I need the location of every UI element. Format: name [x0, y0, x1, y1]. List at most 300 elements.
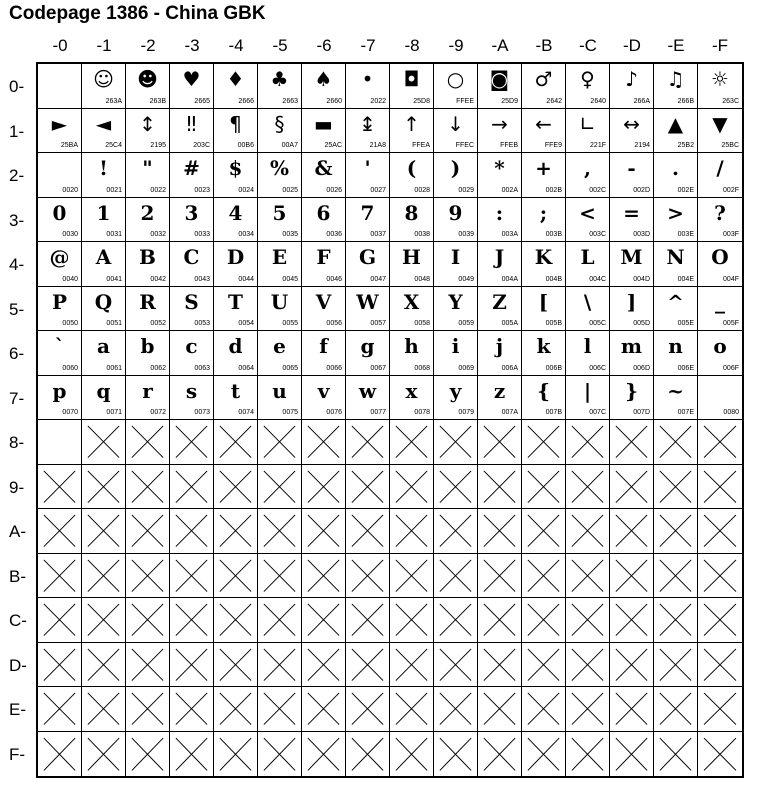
unicode-code: 0032: [150, 231, 166, 238]
unicode-code: 00B6: [237, 142, 254, 149]
unicode-code: 0039: [458, 231, 474, 238]
char-glyph: ☺: [93, 67, 114, 91]
char-cell: [302, 198, 346, 243]
char-glyph: j: [495, 334, 504, 358]
undefined-cell: [346, 554, 390, 599]
char-cell: [478, 64, 522, 109]
unicode-code: FFEA: [412, 142, 430, 149]
undefined-x-mark: [478, 598, 521, 642]
char-glyph: E: [271, 245, 288, 269]
char-cell: [38, 109, 82, 154]
char-glyph: m: [620, 334, 643, 358]
undefined-x-mark: [170, 420, 213, 464]
undefined-cell: [214, 687, 258, 732]
undefined-cell: [566, 554, 610, 599]
char-glyph: ?: [714, 200, 726, 225]
unicode-code: 002B: [545, 186, 562, 194]
char-cell: [258, 376, 302, 421]
column-header: -B: [535, 36, 553, 55]
char-glyph: ]: [626, 289, 637, 314]
char-cell: [566, 109, 610, 154]
undefined-cell: [654, 509, 698, 554]
undefined-x-mark: [654, 420, 697, 464]
unicode-code: 0063: [194, 364, 210, 372]
char-glyph: l: [583, 334, 592, 358]
char-cell: [170, 331, 214, 376]
unicode-code: 0042: [150, 275, 166, 283]
unicode-code: 006C: [589, 364, 606, 372]
undefined-x-mark: [170, 732, 213, 777]
undefined-cell: [38, 554, 82, 599]
unicode-code: 263A: [105, 97, 122, 105]
undefined-x-mark: [126, 420, 169, 464]
undefined-cell: [698, 420, 742, 465]
row-header: 5-: [9, 299, 25, 319]
undefined-cell: [82, 465, 126, 510]
undefined-x-mark: [38, 509, 81, 553]
undefined-cell: [698, 554, 742, 599]
unicode-code: 0028: [414, 186, 430, 194]
char-cell: [170, 64, 214, 109]
char-glyph: B: [139, 245, 156, 269]
char-glyph: n: [668, 334, 683, 358]
undefined-cell: [346, 687, 390, 732]
undefined-cell: [346, 598, 390, 643]
undefined-cell: [654, 687, 698, 732]
undefined-cell: [170, 598, 214, 643]
undefined-cell: [82, 554, 126, 599]
char-cell: [38, 376, 82, 421]
unicode-code: 0049: [458, 275, 474, 283]
undefined-x-mark: [434, 643, 477, 687]
char-glyph: 5: [272, 200, 287, 225]
undefined-x-mark: [170, 598, 213, 642]
char-glyph: d: [228, 334, 243, 358]
undefined-x-mark: [214, 509, 257, 553]
unicode-code: 0025: [282, 186, 298, 194]
unicode-code: 0024: [238, 186, 254, 194]
char-glyph: ☼: [711, 67, 729, 91]
undefined-x-mark: [82, 643, 125, 687]
undefined-cell: [126, 643, 170, 688]
unicode-code: 006E: [677, 364, 694, 372]
unicode-code: 005A: [501, 320, 518, 327]
undefined-cell: [390, 554, 434, 599]
char-cell: [654, 198, 698, 243]
char-cell: [390, 331, 434, 376]
row-header: 2-: [9, 166, 25, 185]
undefined-cell: [434, 732, 478, 777]
undefined-cell: [82, 598, 126, 643]
char-cell: [126, 242, 170, 287]
unicode-code: 00A7: [281, 142, 298, 149]
char-glyph: ►: [51, 111, 68, 136]
unicode-code: 2665: [194, 97, 210, 105]
char-cell: [566, 153, 610, 198]
char-glyph: ○: [446, 67, 465, 91]
char-glyph: ▬: [314, 111, 333, 136]
char-glyph: a: [97, 334, 110, 358]
undefined-cell: [478, 732, 522, 777]
char-glyph: !: [99, 156, 108, 180]
char-cell: [346, 153, 390, 198]
undefined-x-mark: [434, 465, 477, 509]
unicode-code: 007A: [501, 409, 518, 416]
unicode-code: 2194: [634, 142, 650, 149]
row-header: 8-: [9, 433, 25, 452]
undefined-cell: [478, 598, 522, 643]
column-header: -5: [272, 36, 288, 55]
unicode-code: 0079: [458, 409, 474, 416]
unicode-code: 004E: [677, 275, 694, 283]
unicode-code: 0051: [106, 320, 122, 327]
char-cell: [346, 376, 390, 421]
char-glyph: i: [451, 334, 460, 358]
undefined-x-mark: [610, 598, 653, 642]
column-header: -C: [579, 36, 597, 55]
undefined-x-mark: [346, 643, 389, 687]
char-cell: [434, 64, 478, 109]
unicode-code: 2663: [282, 97, 298, 105]
undefined-cell: [390, 687, 434, 732]
undefined-cell: [522, 554, 566, 599]
row-header: 9-: [9, 477, 25, 497]
undefined-cell: [170, 420, 214, 465]
char-cell: [82, 198, 126, 243]
undefined-cell: [126, 509, 170, 554]
undefined-cell: [390, 420, 434, 465]
char-cell: [214, 64, 258, 109]
undefined-x-mark: [478, 643, 521, 687]
char-cell: [126, 331, 170, 376]
undefined-x-mark: [654, 598, 697, 642]
char-glyph: ♪: [625, 67, 638, 91]
unicode-code: 0040: [62, 275, 78, 283]
column-header: -4: [228, 36, 244, 55]
undefined-cell: [302, 598, 346, 643]
char-cell: [258, 287, 302, 332]
char-glyph: f: [319, 334, 328, 358]
unicode-code: 25D8: [413, 97, 430, 105]
undefined-cell: [346, 465, 390, 510]
undefined-cell: [698, 509, 742, 554]
unicode-code: 0046: [326, 275, 342, 283]
undefined-x-mark: [610, 687, 653, 731]
undefined-x-mark: [258, 687, 301, 731]
undefined-x-mark: [82, 509, 125, 553]
undefined-x-mark: [566, 465, 609, 509]
char-glyph: A: [95, 245, 112, 269]
char-cell: [170, 242, 214, 287]
undefined-cell: [214, 465, 258, 510]
char-glyph: ): [450, 156, 461, 180]
undefined-x-mark: [698, 687, 742, 731]
unicode-code: 0073: [194, 409, 210, 416]
undefined-cell: [170, 554, 214, 599]
char-glyph: V: [315, 289, 332, 314]
char-glyph: c: [185, 334, 198, 358]
undefined-cell: [258, 554, 302, 599]
char-glyph: ♥: [182, 67, 201, 91]
unicode-code: 0033: [194, 231, 210, 238]
undefined-cell: [170, 465, 214, 510]
undefined-cell: [698, 687, 742, 732]
char-glyph: L: [580, 245, 595, 269]
undefined-x-mark: [522, 554, 565, 598]
unicode-code: 0031: [106, 231, 122, 238]
undefined-x-mark: [126, 598, 169, 642]
char-glyph: ←: [535, 111, 552, 136]
unicode-code: 0064: [238, 364, 254, 372]
undefined-x-mark: [522, 509, 565, 553]
undefined-cell: [610, 732, 654, 777]
codepage-grid: [36, 62, 744, 778]
undefined-cell: [610, 420, 654, 465]
char-glyph: ¶: [229, 111, 242, 136]
char-glyph: ♀: [580, 67, 595, 91]
undefined-cell: [346, 509, 390, 554]
char-cell: [82, 331, 126, 376]
unicode-code: 0078: [414, 409, 430, 416]
char-cell: [434, 109, 478, 154]
char-cell: [654, 331, 698, 376]
unicode-code: 006F: [723, 364, 739, 372]
undefined-x-mark: [522, 643, 565, 687]
char-glyph: M: [620, 245, 643, 269]
char-cell: [478, 153, 522, 198]
undefined-x-mark: [478, 509, 521, 553]
undefined-x-mark: [346, 687, 389, 731]
unicode-code: 004F: [723, 275, 739, 283]
unicode-code: 0076: [326, 409, 342, 416]
row-header: 6-: [9, 344, 25, 363]
char-glyph: 6: [316, 200, 331, 225]
undefined-x-mark: [346, 598, 389, 642]
undefined-cell: [258, 465, 302, 510]
undefined-x-mark: [478, 554, 521, 598]
char-glyph: Z: [492, 289, 507, 314]
undefined-cell: [698, 732, 742, 777]
char-glyph: ↑: [403, 111, 420, 136]
undefined-x-mark: [434, 420, 477, 464]
row-header: E-: [9, 700, 26, 719]
char-glyph: 8: [404, 200, 419, 225]
undefined-x-mark: [522, 732, 565, 777]
char-glyph: 2: [140, 200, 155, 225]
char-glyph: ": [142, 156, 153, 180]
unicode-code: 003F: [723, 231, 739, 238]
unicode-code: 0041: [106, 275, 122, 283]
unicode-code: 2640: [590, 97, 606, 105]
undefined-cell: [522, 643, 566, 688]
char-glyph: ♫: [666, 67, 685, 91]
unicode-code: 002E: [677, 186, 694, 194]
undefined-x-mark: [302, 420, 345, 464]
column-header: -6: [316, 36, 332, 55]
char-cell: [38, 64, 82, 109]
undefined-x-mark: [82, 465, 125, 509]
undefined-x-mark: [214, 598, 257, 642]
undefined-cell: [302, 509, 346, 554]
char-glyph: b: [140, 334, 155, 358]
undefined-x-mark: [698, 554, 742, 598]
undefined-x-mark: [434, 732, 477, 777]
unicode-code: 0037: [370, 231, 386, 238]
char-glyph: q: [96, 378, 111, 403]
row-header: 3-: [9, 210, 25, 230]
undefined-cell: [478, 554, 522, 599]
char-cell: [258, 331, 302, 376]
char-cell: [522, 242, 566, 287]
unicode-code: 0045: [282, 275, 298, 283]
unicode-code: 0061: [106, 364, 122, 372]
unicode-code: 003B: [545, 231, 562, 238]
undefined-cell: [126, 420, 170, 465]
char-cell: [214, 376, 258, 421]
undefined-cell: [434, 509, 478, 554]
unicode-code: 2660: [326, 97, 342, 105]
undefined-x-mark: [478, 465, 521, 509]
undefined-x-mark: [698, 420, 742, 464]
char-glyph: ': [364, 156, 371, 180]
char-glyph: G: [358, 245, 377, 269]
unicode-code: 0074: [238, 409, 254, 416]
undefined-cell: [434, 687, 478, 732]
char-glyph: 1: [96, 200, 111, 225]
undefined-cell: [38, 598, 82, 643]
undefined-x-mark: [258, 554, 301, 598]
unicode-code: 0043: [194, 275, 210, 283]
char-cell: [478, 198, 522, 243]
unicode-code: 0056: [326, 320, 342, 327]
char-glyph: [: [538, 289, 549, 314]
undefined-cell: [698, 598, 742, 643]
undefined-x-mark: [302, 509, 345, 553]
undefined-cell: [38, 732, 82, 777]
char-glyph: W: [356, 289, 379, 314]
char-glyph: _: [715, 289, 725, 314]
char-cell: [522, 109, 566, 154]
char-cell: [698, 331, 742, 376]
undefined-x-mark: [478, 420, 521, 464]
char-cell: [654, 64, 698, 109]
char-glyph: ♣: [270, 67, 289, 91]
char-glyph: u: [272, 378, 287, 403]
row-header: C-: [9, 611, 27, 630]
char-glyph: ♂: [534, 67, 553, 91]
char-cell: [214, 153, 258, 198]
undefined-cell: [434, 420, 478, 465]
char-glyph: ♦: [226, 67, 245, 91]
undefined-cell: [434, 643, 478, 688]
char-cell: [522, 153, 566, 198]
undefined-cell: [478, 420, 522, 465]
undefined-x-mark: [126, 643, 169, 687]
unicode-code: 25C4: [105, 142, 122, 149]
undefined-cell: [478, 465, 522, 510]
char-glyph: v: [317, 378, 330, 403]
char-cell: [522, 64, 566, 109]
char-cell: [478, 287, 522, 332]
unicode-code: 004B: [545, 275, 562, 283]
undefined-x-mark: [302, 465, 345, 509]
char-cell: [170, 153, 214, 198]
undefined-x-mark: [214, 420, 257, 464]
unicode-code: 0077: [370, 409, 386, 416]
unicode-code: 005B: [545, 320, 562, 327]
undefined-cell: [522, 732, 566, 777]
row-header: B-: [9, 566, 26, 586]
char-cell: [390, 153, 434, 198]
column-header: -D: [623, 36, 641, 55]
undefined-x-mark: [390, 465, 433, 509]
unicode-code: 21A8: [369, 142, 386, 149]
char-cell: [390, 198, 434, 243]
undefined-x-mark: [610, 643, 653, 687]
char-glyph: s: [185, 378, 198, 403]
char-glyph: H: [402, 245, 421, 269]
undefined-cell: [522, 687, 566, 732]
unicode-code: 0062: [150, 364, 166, 372]
char-cell: [38, 153, 82, 198]
undefined-x-mark: [302, 554, 345, 598]
char-glyph: >: [667, 200, 684, 225]
undefined-x-mark: [126, 509, 169, 553]
char-cell: [566, 64, 610, 109]
char-glyph: J: [494, 245, 505, 269]
char-glyph: %: [269, 156, 289, 180]
unicode-code: 203C: [193, 142, 210, 149]
undefined-cell: [566, 420, 610, 465]
undefined-x-mark: [566, 643, 609, 687]
column-header: -9: [448, 36, 464, 55]
unicode-code: 2195: [150, 142, 166, 149]
undefined-cell: [698, 643, 742, 688]
char-cell: [654, 242, 698, 287]
undefined-x-mark: [214, 554, 257, 598]
undefined-x-mark: [346, 420, 389, 464]
undefined-cell: [522, 598, 566, 643]
char-cell: [478, 331, 522, 376]
unicode-code: 003D: [633, 231, 650, 238]
char-glyph: ↓: [447, 111, 464, 136]
unicode-code: 0021: [106, 186, 122, 194]
char-cell: [346, 64, 390, 109]
row-header: 0-: [9, 77, 25, 96]
unicode-code: 0080: [723, 409, 739, 416]
char-cell: [434, 287, 478, 332]
empty-cell: [38, 420, 82, 465]
char-cell: [698, 64, 742, 109]
undefined-cell: [434, 598, 478, 643]
unicode-code: 004D: [633, 275, 650, 283]
unicode-code: 003A: [501, 231, 518, 238]
char-glyph: ◙: [489, 67, 510, 91]
char-cell: [258, 198, 302, 243]
undefined-x-mark: [654, 687, 697, 731]
char-glyph: ♠: [314, 67, 333, 91]
unicode-code: 006A: [501, 364, 518, 372]
undefined-x-mark: [654, 732, 697, 777]
char-cell: [390, 376, 434, 421]
char-cell: [346, 287, 390, 332]
undefined-x-mark: [38, 465, 81, 509]
char-glyph: \: [583, 289, 592, 314]
char-cell: [654, 153, 698, 198]
char-cell: [698, 376, 742, 421]
char-cell: [698, 242, 742, 287]
char-cell: [654, 376, 698, 421]
